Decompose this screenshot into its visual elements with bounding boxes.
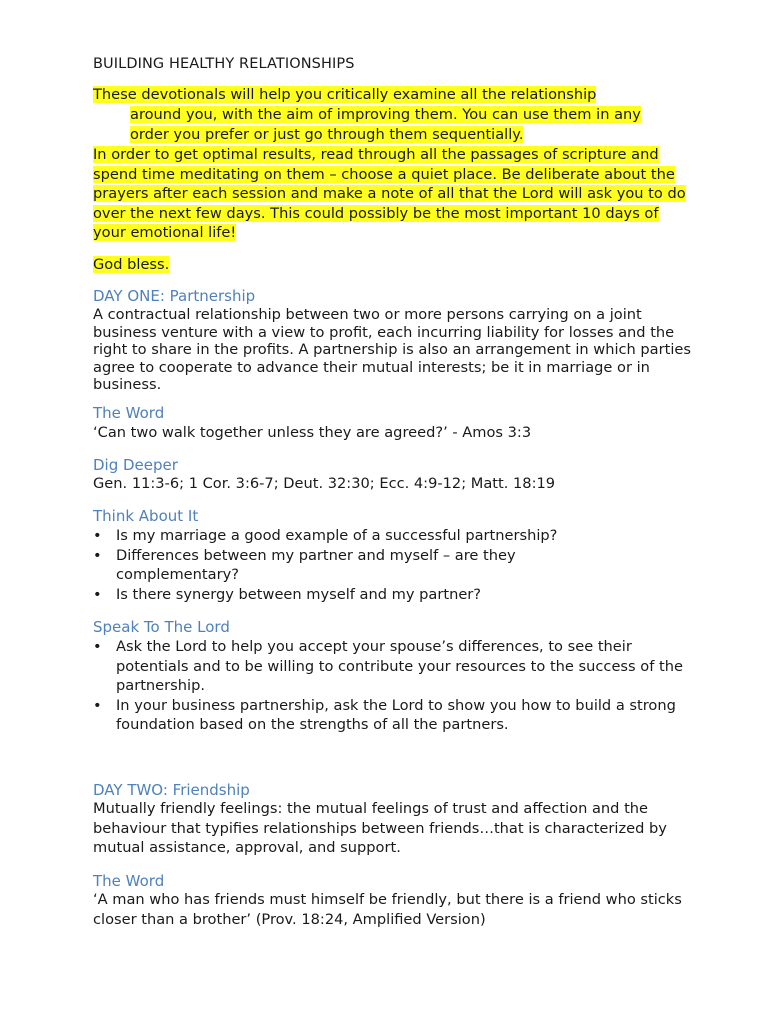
day1-speak-heading: Speak To The Lord bbox=[93, 618, 230, 636]
intro-line-1: These devotionals will help you critically examine all the relationship bbox=[93, 86, 597, 103]
day1-word-heading: The Word bbox=[93, 404, 165, 422]
day1-dig-heading: Dig Deeper bbox=[93, 456, 178, 474]
list-item: • Differences between my partner and myself – are they complementary? bbox=[93, 546, 593, 585]
day1-definition: A contractual relationship between two or more persons carrying on a joint business venture with a view to profit, each incurring liability for losses and the right to share in the profits. A partnership is also an arrangement in which parties agree to cooperate to advance their mutual interests; be it in marriage or in business. bbox=[93, 306, 691, 394]
document-title: BUILDING HEALTHY RELATIONSHIPS bbox=[93, 56, 355, 72]
day2-heading: DAY TWO: Friendship bbox=[93, 781, 250, 799]
list-item: • Is my marriage a good example of a successful partnership? bbox=[93, 526, 593, 546]
intro-line-3: order you prefer or just go through them sequentially. bbox=[130, 126, 524, 143]
day1-dig-text: Gen. 11:3-6; 1 Cor. 3:6-7; Deut. 32:30; Ecc. 4:9-12; Matt. 18:19 bbox=[93, 475, 556, 492]
day1-speak-list bbox=[93, 637, 683, 735]
intro-paragraph-2-text: In order to get optimal results, read through all the passages of scripture and spend time meditating on them – choose a quiet place. Be deliberate about the prayers after each session and make a note of all that the Lord will ask you to do over the next few days. This could possibly be the most important 10 days of your emotional life! bbox=[93, 146, 686, 242]
intro-paragraph-2 bbox=[93, 145, 693, 243]
day1-heading: DAY ONE: Partnership bbox=[93, 287, 256, 305]
intro-paragraph-1 bbox=[93, 85, 693, 145]
blessing bbox=[93, 255, 693, 275]
day1-think-heading: Think About It bbox=[93, 507, 199, 525]
list-item: • In your business partnership, ask the Lord to show you how to build a strong foundation based on the strengths of all the partners. bbox=[93, 696, 683, 735]
blessing-text: God bless. bbox=[93, 256, 170, 273]
day2-word-text: ‘A man who has friends must himself be friendly, but there is a friend who sticks closer than a brother’ (Prov. 18:24, Amplified Version) bbox=[93, 891, 682, 928]
intro-line-2: around you, with the aim of improving them. You can use them in any bbox=[130, 106, 641, 123]
day1-think-list bbox=[93, 526, 593, 604]
day2-word-heading: The Word bbox=[93, 872, 165, 890]
day1-word-text: ‘Can two walk together unless they are agreed?’ - Amos 3:3 bbox=[93, 424, 532, 441]
list-item: • Is there synergy between myself and my partner? bbox=[93, 585, 593, 605]
day2-definition: Mutually friendly feelings: the mutual feelings of trust and affection and the behaviour that typifies relationships between friends…that is characterized by mutual assistance, approval, and support. bbox=[93, 800, 667, 857]
list-item: • Ask the Lord to help you accept your spouse’s differences, to see their potentials and to be willing to contribute your resources to the success of the partnership. bbox=[93, 637, 683, 696]
